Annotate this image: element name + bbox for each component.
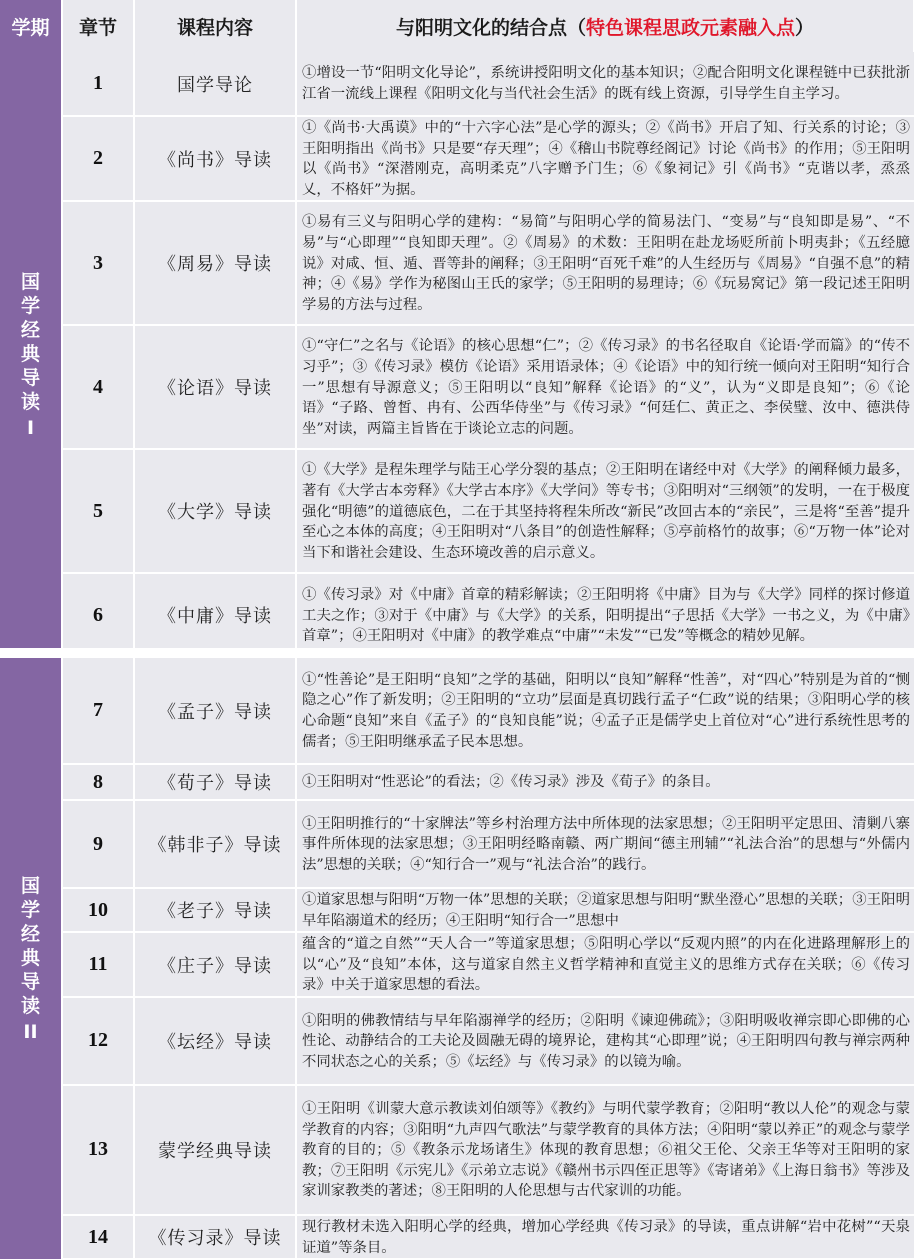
- course-name: 《周易》导读: [134, 201, 296, 325]
- course-name: 《孟子》导读: [134, 658, 296, 764]
- combination-text: ①道家思想与阳明“万物一体”思想的关联；②道家思想与阳明“默坐澄心”思想的关联；③王阳明早年陷溺道术的经历；④王阳明“知行合一”思想中: [296, 888, 914, 932]
- chapter-number: 11: [62, 932, 134, 997]
- combination-text: 现行教材未选入阳明心学的经典，增加心学经典《传习录》的导读，重点讲解“岩中花树”“天泉证道”等条目。: [296, 1215, 914, 1259]
- combination-text: ①《尚书·大禹谟》中的“十六字心法”是心学的源头；②《尚书》开启了知、行关系的讨论；③王阳明指出《尚书》只是要“存天理”；④《稽山书院尊经阁记》讨论《尚书》的作用；⑤王阳明以《尚书》“深潜刚克，高明柔克”八字赠予门生；⑥《象祠记》引《尚书》“克谐以孝，烝烝乂，不格奸”为据。: [296, 116, 914, 201]
- chapter-number: 13: [62, 1085, 134, 1215]
- combination-text: ①增设一节“阳明文化导论”，系统讲授阳明文化的基本知识；②配合阳明文化课程链中已获批浙江省一流线上课程《阳明文化与当代社会生活》的既有线上资源，引导学生自主学习。: [296, 52, 914, 116]
- semester-name: 国学经典导读: [20, 874, 40, 1017]
- combination-text: ①“性善论”是王阳明“良知”之学的基础，阳明以“良知”解释“性善”，对“四心”特别是为首的“恻隐之心”作了新发明；②王阳明的“立功”层面是真切践行孟子“仁政”说的结果；③阳明心学的核心命题“良知”来自《孟子》的“良知良能”说；④孟子正是儒学史上首位对“心”进行系统性思考的儒者；⑤王阳明继承孟子民本思想。: [296, 658, 914, 764]
- header-combine-prefix: 与阳明文化的结合点（: [395, 16, 586, 39]
- chapter-number: 12: [62, 997, 134, 1085]
- course-name: 《庄子》导读: [134, 932, 296, 997]
- chapter-number: 14: [62, 1215, 134, 1259]
- semester-roman: II: [23, 1020, 38, 1043]
- semester-label: [0, 52, 62, 657]
- course-name: 《尚书》导读: [134, 116, 296, 201]
- course-name: 《韩非子》导读: [134, 800, 296, 888]
- combination-text: ①阳明的佛教情结与早年陷溺禅学的经历；②阳明《谏迎佛疏》；③阳明吸收禅宗即心即佛的心性论、动静结合的工夫论及圆融无碍的境界论，建构其“心即理”说；④王阳明四句教与禅宗两种不同状态之心的关系；⑤《坛经》与《传习录》的以镜为喻。: [296, 997, 914, 1085]
- combination-text: 蕴含的“道之自然”“天人合一”等道家思想；⑤阳明心学以“反观内照”的内在化进路理解形上的以“心”及“良知”本体，这与道家自然主义哲学精神和直觉主义的思维方式存在关联；⑥《传习录》中关于道家思想的看法。: [296, 932, 914, 997]
- chapter-number: 5: [62, 449, 134, 573]
- chapter-number: 2: [62, 116, 134, 201]
- header-combine-highlight: 特色课程思政元素融入点: [585, 16, 795, 39]
- chapter-number: 9: [62, 800, 134, 888]
- course-name: 《论语》导读: [134, 325, 296, 449]
- combination-text: ①《大学》是程朱理学与陆王心学分裂的基点；②王阳明在诸经中对《大学》的阐释倾力最多，著有《大学古本旁释》《大学古本序》《大学问》等专书；③阳明对“三纲领”的发明，一在于极度强化“明德”的道德底色，二在于其坚持将程朱所改“新民”改回古本的“亲民”，三是将“至善”提升至心之本体的高度；④王阳明对“八条目”的创造性解释；⑤亭前格竹的故事；⑥“万物一体”论对当下和谐社会建设、生态环境改善的启示意义。: [296, 449, 914, 573]
- combination-text: ①《传习录》对《中庸》首章的精彩解读；②王阳明将《中庸》目为与《大学》同样的探讨修道工夫之作；③对于《中庸》与《大学》的关系，阳明提出“子思括《大学》一书之义，为《中庸》首章”；④王阳明对《中庸》的教学难点“中庸”“未发”“已发”等概念的精妙见解。: [296, 573, 914, 657]
- course-name: 《大学》导读: [134, 449, 296, 573]
- combination-text: ①王阳明《训蒙大意示教读刘伯颂等》《教约》与明代蒙学教育；②阳明“教以人伦”的观念与蒙学教育的内容；③阳明“九声四气歌法”与蒙学教育的具体方法；④阳明“蒙以养正”的观念与蒙学教育的目的；⑤《教条示龙场诸生》体现的教育思想；⑥祖父王伦、父亲王华等对王阳明的家教；⑦王阳明《示宪儿》《示弟立志说》《赣州书示四侄正思等》《寄诸弟》《上海日翁书》等涉及家训家教类的著述；⑧王阳明的人伦思想与古代家训的功能。: [296, 1085, 914, 1215]
- semester-roman: I: [26, 416, 35, 439]
- section-semester-2: [0, 658, 914, 1260]
- course-name: 国学导论: [134, 52, 296, 116]
- header-chapter: 章节: [62, 0, 134, 52]
- course-name: 《坛经》导读: [134, 997, 296, 1085]
- table-header: [0, 0, 914, 52]
- chapter-number: 4: [62, 325, 134, 449]
- chapter-number: 8: [62, 764, 134, 800]
- semester-label: [0, 658, 62, 1259]
- header-combine: [296, 0, 914, 52]
- course-name: 《传习录》导读: [134, 1215, 296, 1259]
- combination-text: ①王阳明推行的“十家牌法”等乡村治理方法中所体现的法家思想；②王阳明平定思田、清剿八寨事件所体现的法家思想；③王阳明经略南赣、两广期间“德主刑辅”“礼法合治”的思想与“外儒内法”思想的关联；④“知行合一”观与“礼法合治”的践行。: [296, 800, 914, 888]
- header-combine-suffix: ）: [795, 16, 815, 39]
- course-name: 《中庸》导读: [134, 573, 296, 657]
- header-content: 课程内容: [134, 0, 296, 52]
- course-name: 蒙学经典导读: [134, 1085, 296, 1215]
- chapter-number: 1: [62, 52, 134, 116]
- chapter-number: 10: [62, 888, 134, 932]
- semester-name: 国学经典导读: [20, 270, 40, 413]
- combination-text: ①易有三义与阳明心学的建构：“易简”与阳明心学的简易法门、“变易”与“良知即是易”、“不易”与“心即理”“良知即天理”。②《周易》的术数：王阳明在赴龙场贬所前卜明夷卦；《五经臆说》对咸、恒、遁、晋等卦的阐释；③王阳明“百死千难”的人生经历与《周易》“自强不息”的精神；④《易》学作为秘图山王氏的家学；⑤王阳明的易理诗；⑥《玩易窝记》第一段记述王阳明学易的方法与过程。: [296, 201, 914, 325]
- chapter-number: 6: [62, 573, 134, 657]
- combination-text: ①“守仁”之名与《论语》的核心思想“仁”；②《传习录》的书名径取自《论语·学而篇》的“传不习乎”；③《传习录》模仿《论语》采用语录体；④《论语》中的知行统一倾向对王阳明“知行合一”思想有导源意义；⑤王阳明以“良知”解释《论语》的“义”，认为“义即是良知”；⑥《论语》“子路、曾皙、冉有、公西华侍坐”与《传习录》“何廷仁、黄正之、李侯璧、汝中、德洪侍坐”对读，两篇主旨皆在于谈论立志的问题。: [296, 325, 914, 449]
- chapter-number: 3: [62, 201, 134, 325]
- course-name: 《老子》导读: [134, 888, 296, 932]
- chapter-number: 7: [62, 658, 134, 764]
- section-divider: [0, 648, 914, 658]
- section-semester-1: [0, 52, 914, 658]
- course-name: 《荀子》导读: [134, 764, 296, 800]
- combination-text: ①王阳明对“性恶论”的看法；②《传习录》涉及《荀子》的条目。: [296, 764, 914, 800]
- header-semester: 学期: [0, 0, 62, 52]
